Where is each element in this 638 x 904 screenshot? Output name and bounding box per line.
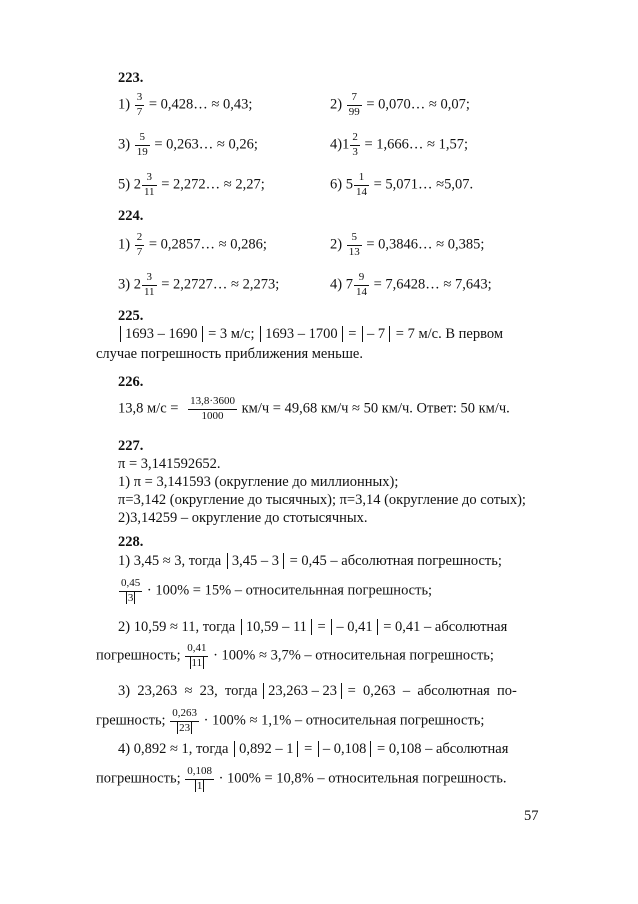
fraction: $\frac{13,8\cdot 3600}{1000}$ — [190, 395, 235, 422]
fraction: $\frac{7}{99}$ — [348, 91, 360, 118]
p226-line: 13,8 м/с = $\frac{13,8\cdot 3600}{1000}$ км/ч = 49,68 км/ч ≈ 50 км/ч. Ответ: 50 км/ч. — [118, 395, 510, 422]
p228-item-3-line-1: 3) 23,263 ≈ 23, тогда 23,263 – 23 = 0,263 – абсолютная по- — [118, 683, 517, 699]
p227-line-2: 1) π = 3,141593 (округление до миллионных); — [118, 474, 399, 490]
fraction: $\frac{9}{14}$ — [355, 271, 367, 298]
p224-item-3: 3) 2 $\frac{3}{11}$ = 2,2727… ≈ 2,273; — [118, 271, 280, 298]
fraction: $\frac{0,45}{3}$ — [121, 577, 141, 604]
p223-item-5: 5) 2 $\frac{3}{11}$ = 2,272… ≈ 2,27; — [118, 171, 265, 198]
page-number: 57 — [524, 808, 539, 824]
absolute-value: – 7 — [362, 326, 390, 342]
p227-line-1: π = 3,141592652. — [118, 456, 221, 472]
p225-line-1: 1693 – 1690 = 3 м/с; 1693 – 1700 = – 7 = 7 м/с. В первом — [118, 326, 503, 343]
absolute-value: 10,59 – 11 — [241, 619, 312, 635]
p227-line-3: π=3,142 (округление до тысячных); π=3,14 (округление до сотых); — [118, 492, 526, 508]
absolute-value: 3,45 – 3 — [227, 553, 284, 569]
absolute-value: 0,892 – 1 — [234, 741, 298, 757]
problem-227-number: 227. — [118, 438, 144, 454]
p228-item-1-line-2: $\frac{0,45}{3}$ · 100% = 15% – относительнная погрешность; — [121, 577, 433, 604]
p224-item-2: 2) $\frac{5}{13}$ = 0,3846… ≈ 0,385; — [330, 231, 485, 258]
p227-line-4: 2)3,14259 – округление до стотысячных. — [118, 510, 368, 526]
p228-item-4-line-2: погрешность; $\frac{0,108}{1}$ · 100% = 10,8% – относительная погрешность. — [96, 765, 507, 792]
p223-item-3: 3) $\frac{5}{19}$ = 0,263… ≈ 0,26; — [118, 131, 258, 158]
fraction: $\frac{0,41}{11}$ — [187, 642, 207, 669]
problem-225-number: 225. — [118, 308, 144, 324]
p228-item-2-line-1: 2) 10,59 ≈ 11, тогда 10,59 – 11 = – 0,41 = 0,41 – абсолютная — [118, 619, 508, 635]
p228-item-2-line-2: погрешность; $\frac{0,41}{11}$ · 100% ≈ 3,7% – относительная погрешность; — [96, 642, 494, 669]
absolute-value: 1693 – 1700 — [260, 326, 343, 342]
fraction: $\frac{0,108}{1}$ — [187, 765, 212, 792]
p225-line-2: случае погрешность приближения меньше. — [96, 346, 363, 362]
fraction: $\frac{0,263}{23}$ — [172, 707, 197, 734]
p224-item-4: 4) 7 $\frac{9}{14}$ = 7,6428… ≈ 7,643; — [330, 271, 492, 298]
fraction: $\frac{3}{11}$ — [143, 271, 155, 298]
p228-item-4-line-1: 4) 0,892 ≈ 1, тогда 0,892 – 1 = – 0,108 = 0,108 – абсолютная — [118, 741, 509, 757]
p223-item-1: 1) $\frac{3}{7}$ = 0,428… ≈ 0,43; — [118, 91, 253, 118]
p223-item-4: 4)1 $\frac{2}{3}$ = 1,666… ≈ 1,57; — [330, 131, 469, 158]
p228-item-1-line-1: 1) 3,45 ≈ 3, тогда 3,45 – 3 = 0,45 – абсолютная погрешность; — [118, 553, 502, 569]
fraction: $\frac{5}{19}$ — [136, 131, 148, 158]
p224-item-1: 1) $\frac{2}{7}$ = 0,2857… ≈ 0,286; — [118, 231, 267, 258]
p223-item-6: 6) 5 $\frac{1}{14}$ = 5,071… ≈5,07. — [330, 171, 474, 198]
fraction: $\frac{2}{3}$ — [352, 131, 358, 158]
absolute-value: – 0,41 — [331, 619, 377, 635]
problem-226-number: 226. — [118, 374, 144, 390]
fraction: $\frac{3}{11}$ — [143, 171, 155, 198]
problem-224-number: 224. — [118, 208, 144, 224]
absolute-value: 1693 – 1690 — [120, 326, 203, 342]
absolute-value: – 0,108 — [318, 741, 372, 757]
problem-223-number: 223. — [118, 70, 144, 86]
fraction: $\frac{1}{14}$ — [355, 171, 367, 198]
fraction: $\frac{5}{13}$ — [348, 231, 360, 258]
p223-item-2: 2) $\frac{7}{99}$ = 0,070… ≈ 0,07; — [330, 91, 470, 118]
absolute-value: 23,263 – 23 — [263, 683, 342, 699]
fraction: $\frac{3}{7}$ — [136, 91, 143, 118]
fraction: $\frac{2}{7}$ — [136, 231, 143, 258]
p228-item-3-line-2: грешность; $\frac{0,263}{23}$ · 100% ≈ 1,1% – относительная погрешность; — [96, 707, 485, 734]
problem-228-number: 228. — [118, 534, 144, 550]
